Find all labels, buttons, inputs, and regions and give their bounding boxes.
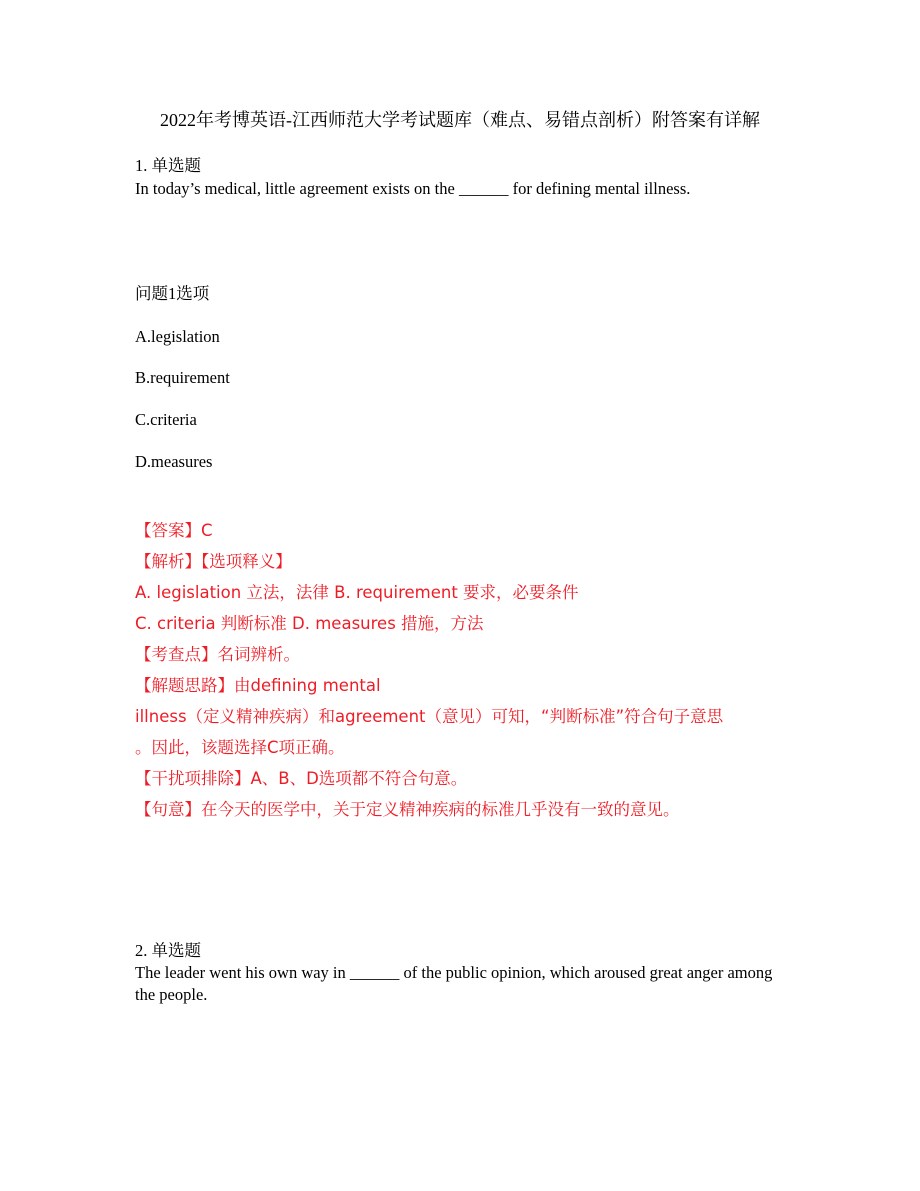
solution-approach-line-3: 。因此，该题选择C项正确。 [135, 738, 345, 757]
solution-approach-line-1: 【解题思路】由defining mental [135, 676, 381, 695]
option-gloss-cd: C. criteria 判断标准 D. measures 措施，方法 [135, 614, 484, 633]
distractor-elimination: 【干扰项排除】A、B、D选项都不符合句意。 [135, 769, 468, 788]
option-d: D.measures [135, 452, 213, 471]
question-1-options-label: 问题1选项 [135, 284, 210, 303]
document-title: 2022年考博英语-江西师范大学考试题库（难点、易错点剖析）附答案有详解 [160, 110, 760, 130]
question-1-heading: 1. 单选题 [135, 156, 201, 175]
question-1-text: In today’s medical, little agreement exists on the ______ for defining mental illness. [135, 179, 691, 198]
sentence-meaning: 【句意】在今天的医学中，关于定义精神疾病的标准几乎没有一致的意见。 [135, 800, 680, 819]
option-c: C.criteria [135, 410, 197, 429]
analysis-heading: 【解析】【选项释义】 [135, 552, 292, 571]
test-point: 【考查点】名词辨析。 [135, 645, 300, 664]
option-a: A.legislation [135, 327, 220, 346]
question-1-explanation [135, 515, 795, 825]
answer-line: 【答案】C [135, 521, 213, 540]
option-gloss-ab: A. legislation 立法，法律 B. requirement 要求，必要条件 [135, 583, 579, 602]
question-2-text: The leader went his own way in ______ of the public opinion, which aroused great anger among the people. [135, 963, 773, 1004]
option-b: B.requirement [135, 368, 230, 387]
question-2-heading: 2. 单选题 [135, 941, 201, 960]
solution-approach-line-2: illness（定义精神疾病）和agreement（意见）可知，“判断标准”符合句子意思 [135, 707, 724, 726]
